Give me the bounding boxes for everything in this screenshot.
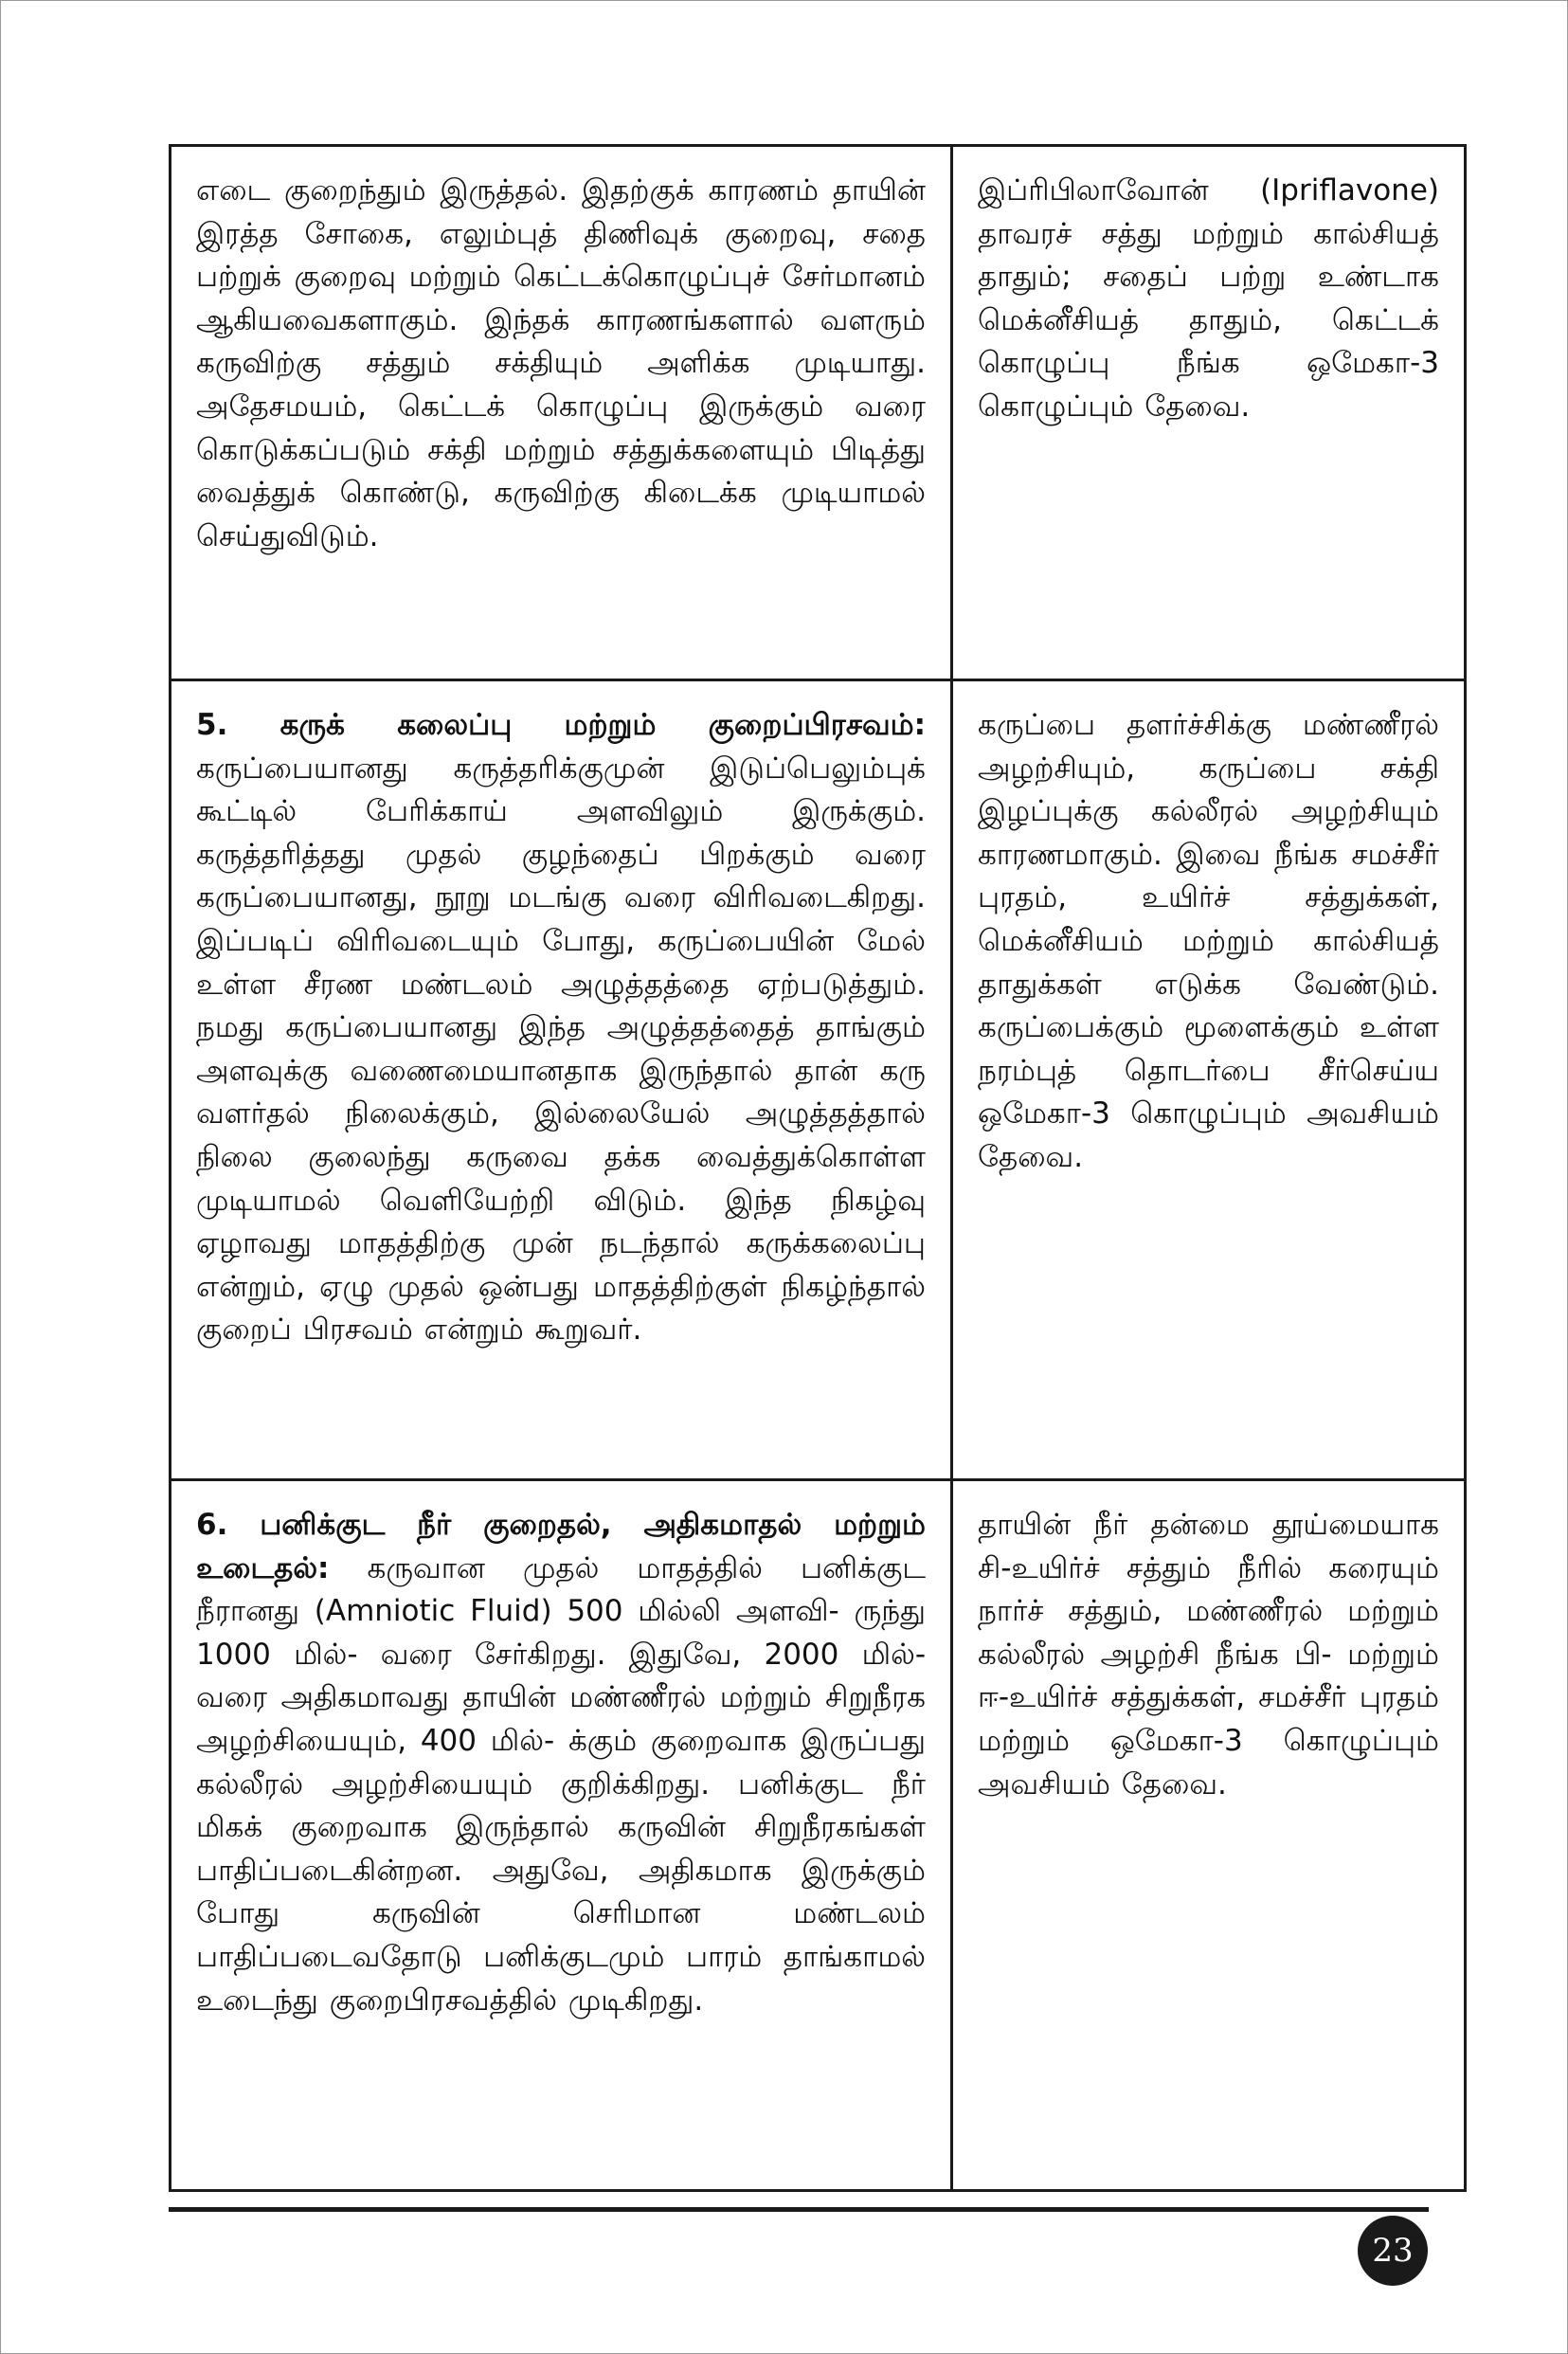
row-3-left-cell	[171, 1480, 952, 2191]
table-row	[171, 680, 1466, 1480]
table-row	[171, 1480, 1466, 2191]
table-row	[171, 146, 1466, 680]
row-2-left-cell	[171, 680, 952, 1480]
row-1-right-cell	[952, 146, 1466, 680]
row-3-right-text: தாயின் நீர் தன்மை தூய்மையாக சி-உயிர்ச் சத்தும் நீரில் கரையும் நார்ச் சத்தும், மண்ணீரல் மற்றும் கல்லீரல் அழற்சி நீங்க பி- மற்றும் ஈ-உயிர்ச் சத்துக்கள், சமச்சீர் புரதம் மற்றும் ஒமேகா-3 கொழுப்பும் அவசியம் தேவை.	[978, 1508, 1439, 1802]
page-number: 23	[1358, 2216, 1428, 2286]
row-1-right-text: இப்ரிபிலாவோன் (Ipriflavone) தாவரச் சத்து மற்றும் கால்சியத் தாதும்; சதைப் பற்று உண்டாக மெக்னீசியத் தாதும், கெட்டக் கொழுப்பு நீங்க ஒமேகா-3 கொழுப்பும் தேவை.	[978, 173, 1439, 424]
footer-rule	[169, 2207, 1429, 2212]
row-1-left-cell	[171, 146, 952, 680]
row-1-left-text: எடை குறைந்தும் இருத்தல். இதற்குக் காரணம் தாயின் இரத்த சோகை, எலும்புத் திணிவுக் குறைவு, சதை பற்றுக் குறைவு மற்றும் கெட்டக்கொழுப்புச் சேர்மானம் ஆகியவைகளாகும். இந்தக் காரணங்களால் வளரும் கருவிற்கு சத்தும் சக்தியும் அளிக்க முடியாது. அதேசமயம், கெட்டக் கொழுப்பு இருக்கும் வரை கொடுக்கப்படும் சக்தி மற்றும் சத்துக்களையும் பிடித்து வைத்துக் கொண்டு, கருவிற்கு கிடைக்க முடியாமல் செய்துவிடும்.	[196, 173, 926, 553]
row-2-right-cell	[952, 680, 1466, 1480]
row-3-right-cell	[952, 1480, 1466, 2191]
row-2-right-text: கருப்பை தளர்ச்சிக்கு மண்ணீரல் அழற்சியும், கருப்பை சக்தி இழப்புக்கு கல்லீரல் அழற்சியும் காரணமாகும். இவை நீங்க சமச்சீர் புரதம், உயிர்ச் சத்துக்கள், மெக்னீசியம் மற்றும் கால்சியத் தாதுக்கள் எடுக்க வேண்டும். கருப்பைக்கும் மூளைக்கும் உள்ள நரம்புத் தொடர்பை சீர்செய்ய ஒமேகா-3 கொழுப்பும் அவசியம் தேவை.	[978, 708, 1439, 1174]
row-2-heading: 5. கருக் கலைப்பு மற்றும் குறைப்பிரசவம்:	[196, 708, 926, 742]
row-3-heading: 6. பனிக்குட நீர் குறைதல், அதிகமாதல் மற்றும் உடைதல்:	[196, 1508, 926, 1585]
row-2-left-text: கருப்பையானது கருத்தரிக்குமுன் இடுப்பெலும்புக் கூட்டில் பேரிக்காய் அளவிலும் இருக்கும். கருத்தரித்தது முதல் குழந்தைப் பிறக்கும் வரை கருப்பையானது, நூறு மடங்கு வரை விரிவடைகிறது. இப்படிப் விரிவடையும் போது, கருப்பையின் மேல் உள்ள சீரண மண்டலம் அழுத்தத்தை ஏற்படுத்தும். நமது கருப்பையானது இந்த அழுத்தத்தைத் தாங்கும் அளவுக்கு வணைமையானதாக இருந்தால் தான் கரு வளர்தல் நிலைக்கும், இல்லையேல் அழுத்தத்தால் நிலை குலைந்து கருவை தக்க வைத்துக்கொள்ள முடியாமல் வெளியேற்றி விடும். இந்த நிகழ்வு ஏழாவது மாதத்திற்கு முன் நடந்தால் கருக்கலைப்பு என்றும், ஏழு முதல் ஒன்பது மாதத்திற்குள் நிகழ்ந்தால் குறைப் பிரசவம் என்றும் கூறுவர்.	[196, 751, 926, 1348]
content-table	[169, 144, 1467, 2192]
row-3-left-text: கருவான முதல் மாதத்தில் பனிக்குட நீரானது (Amniotic Fluid) 500 மில்லி அளவி- ருந்து 1000 மில்- வரை சேர்கிறது. இதுவே, 2000 மில்- வரை அதிகமாவது தாயின் மண்ணீரல் மற்றும் சிறுநீரக அழற்சியையும், 400 மில்- க்கும் குறைவாக இருப்பது கல்லீரல் அழற்சியையும் குறிக்கிறது. பனிக்குட நீர் மிகக் குறைவாக இருந்தால் கருவின் சிறுநீரகங்கள் பாதிப்படைகின்றன. அதுவே, அதிகமாக இருக்கும் போது கருவின் செரிமான மண்டலம் பாதிப்படைவதோடு பனிக்குடமும் பாரம் தாங்காமல் உடைந்து குறைபிரசவத்தில் முடிகிறது.	[196, 1550, 927, 2018]
